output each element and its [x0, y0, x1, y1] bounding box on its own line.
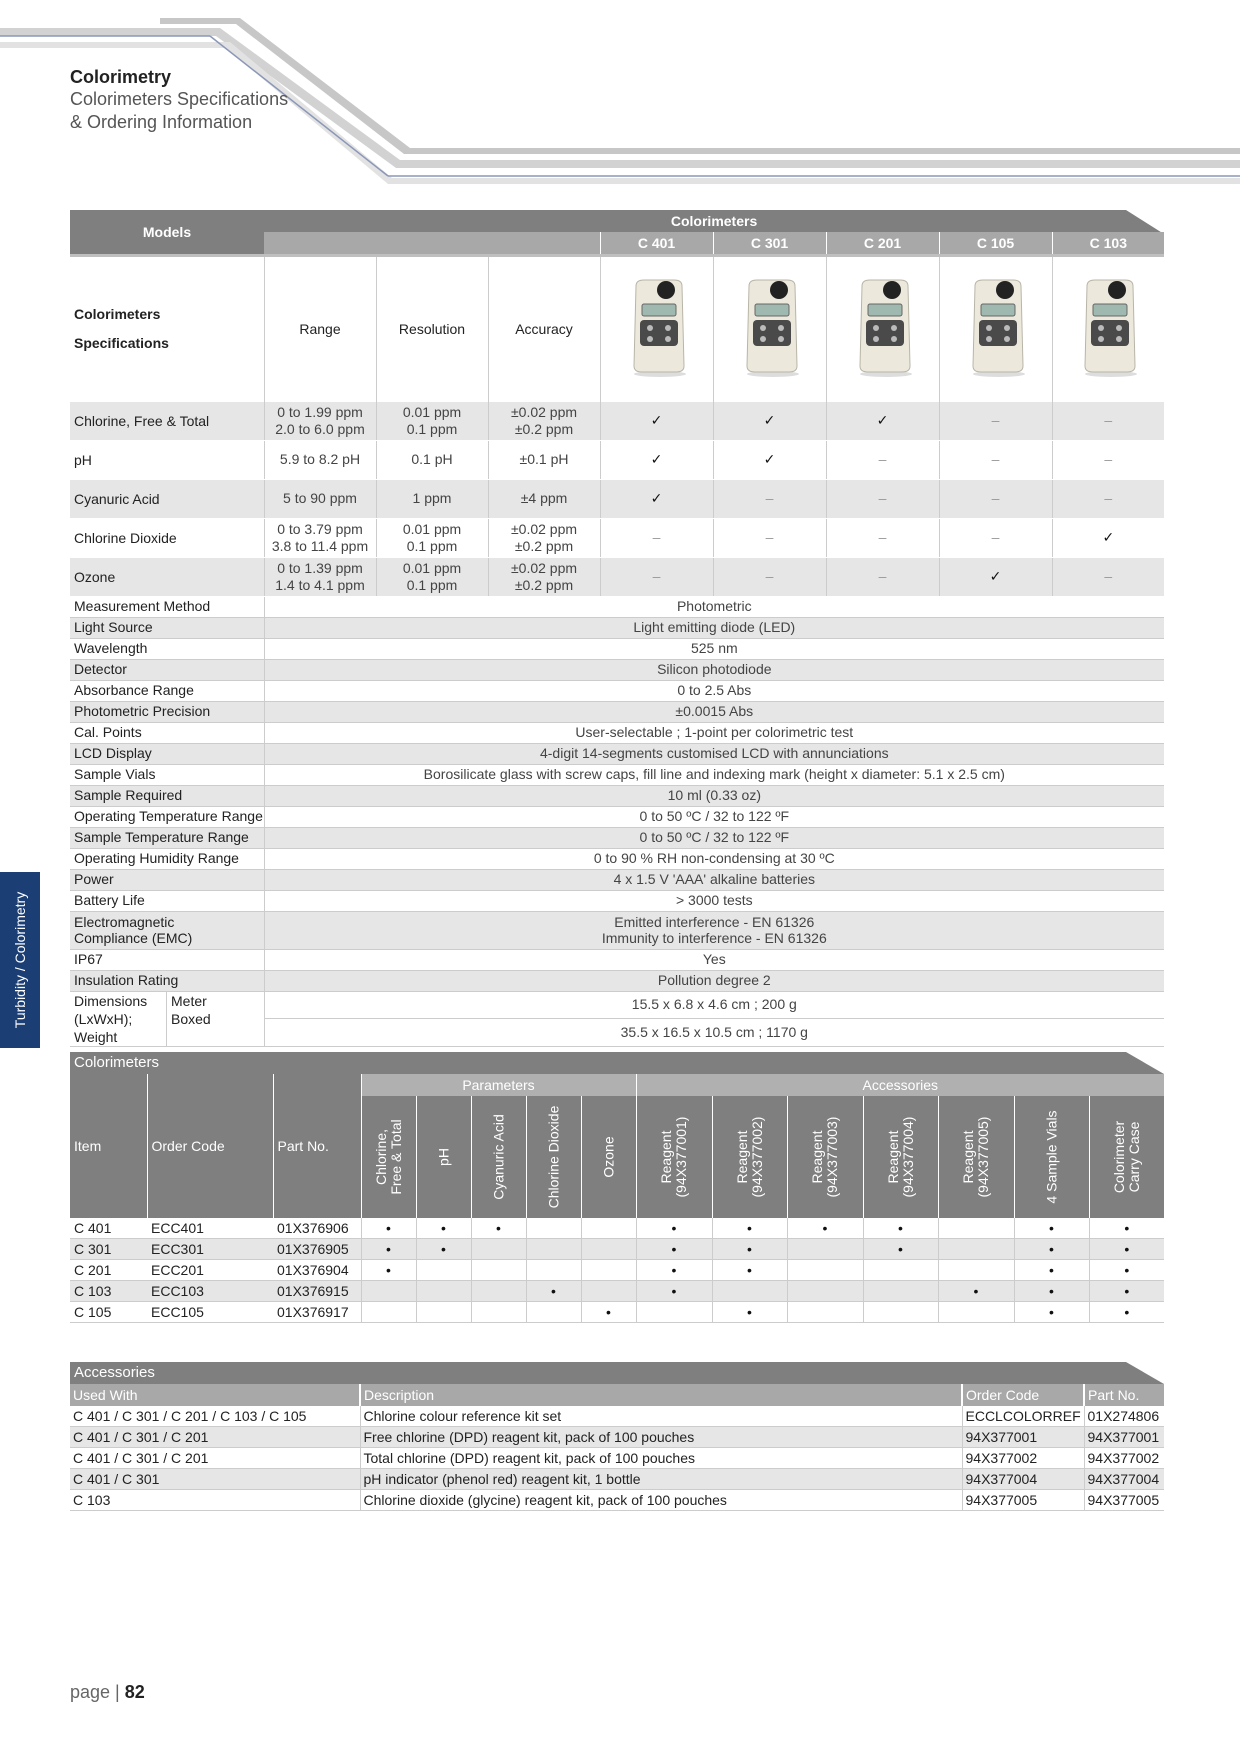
description-cell: Chlorine colour reference kit set	[360, 1406, 962, 1427]
spec-label: Sample Vials	[70, 764, 264, 785]
spec-row	[70, 869, 1164, 890]
model-availability-mark: –	[939, 479, 1052, 518]
item-header: Item	[70, 1074, 147, 1218]
inclusion-mark: •	[1014, 1260, 1089, 1281]
model-availability-mark: –	[600, 557, 713, 596]
part-no-cell: 94X377005	[1084, 1490, 1164, 1511]
inclusion-mark: •	[1014, 1281, 1089, 1302]
spec-value: 15.5 x 6.8 x 4.6 cm ; 200 g	[264, 991, 1164, 1019]
model-availability-mark: –	[939, 402, 1052, 441]
spec-value: 4 x 1.5 V 'AAA' alkaline batteries	[264, 869, 1164, 890]
spec-value: Pollution degree 2	[264, 970, 1164, 991]
inclusion-mark: •	[1089, 1281, 1164, 1302]
part-no-cell: 01X376905	[273, 1239, 361, 1260]
meter-image-c201	[826, 256, 939, 402]
spec-label: Power	[70, 869, 264, 890]
ordering-column-header: pH	[416, 1096, 471, 1218]
used-with-cell: C 401 / C 301 / C 201	[70, 1427, 360, 1448]
spec-value: User-selectable ; 1-point per colorimetric test	[264, 722, 1164, 743]
inclusion-mark: •	[361, 1260, 416, 1281]
parameter-range: 0 to 1.39 ppm 1.4 to 4.1 ppm	[264, 557, 376, 596]
used-with-header: Used With	[70, 1384, 360, 1406]
accessory-row	[70, 1427, 1164, 1448]
parameter-res: 0.01 ppm 0.1 ppm	[376, 518, 488, 557]
inclusion-mark: •	[636, 1260, 712, 1281]
ordering-column-header: Chlorine Dioxide	[526, 1096, 581, 1218]
inclusion-mark: •	[712, 1302, 787, 1323]
ordering-column-header: Ozone	[581, 1096, 636, 1218]
parameter-name: Chlorine, Free & Total	[70, 402, 264, 441]
spec-label: Cal. Points	[70, 722, 264, 743]
part-no-cell: 01X376917	[273, 1302, 361, 1323]
spec-value: > 3000 tests	[264, 890, 1164, 911]
spec-label: Sample Temperature Range	[70, 827, 264, 848]
spec-row	[70, 827, 1164, 848]
spec-label: Dimensions (LxWxH); Weight Meter Boxed	[70, 991, 264, 1046]
order-code-cell: 94X377002	[962, 1448, 1084, 1469]
part-no-header: Part No.	[273, 1074, 361, 1218]
parameter-name: Chlorine Dioxide	[70, 518, 264, 557]
range-header: Range	[264, 256, 376, 402]
item-cell: C 105	[70, 1302, 147, 1323]
spec-row	[70, 743, 1164, 764]
inclusion-mark: •	[1089, 1239, 1164, 1260]
spec-label: Electromagnetic Compliance (EMC)	[70, 911, 264, 949]
inclusion-mark	[787, 1239, 863, 1260]
model-header-c103: C 103	[1052, 232, 1164, 256]
description-header: Description	[360, 1384, 962, 1406]
ordering-row	[70, 1239, 1164, 1260]
part-no-cell: 94X377002	[1084, 1448, 1164, 1469]
parameters-header: Parameters	[361, 1074, 636, 1096]
spec-row-emc	[70, 911, 1164, 949]
parameter-row	[70, 440, 1164, 479]
parameter-name: Ozone	[70, 557, 264, 596]
ordering-column-header: Reagent (94X377001)	[636, 1096, 712, 1218]
spec-value: Light emitting diode (LED)	[264, 617, 1164, 638]
inclusion-mark: •	[1089, 1302, 1164, 1323]
model-availability-mark: –	[826, 479, 939, 518]
accessories-header: Accessories	[636, 1074, 1164, 1096]
accessories-tab-bar	[70, 1362, 1166, 1384]
model-header-c401: C 401	[600, 232, 713, 256]
spec-row	[70, 680, 1164, 701]
inclusion-mark: •	[712, 1260, 787, 1281]
inclusion-mark	[636, 1302, 712, 1323]
inclusion-mark: •	[1089, 1218, 1164, 1239]
spec-value: 0 to 2.5 Abs	[264, 680, 1164, 701]
model-availability-mark: –	[1052, 440, 1164, 479]
spec-label: Insulation Rating	[70, 970, 264, 991]
spec-value: 525 nm	[264, 638, 1164, 659]
spec-label: IP67	[70, 949, 264, 970]
order-code-cell: ECC201	[147, 1260, 273, 1281]
model-availability-mark: ✓	[1052, 518, 1164, 557]
ordering-column-header: Reagent (94X377003)	[787, 1096, 863, 1218]
spec-row	[70, 970, 1164, 991]
ordering-column-header: Colorimeter Carry Case	[1089, 1096, 1164, 1218]
spec-label: Absorbance Range	[70, 680, 264, 701]
part-no-cell: 01X376904	[273, 1260, 361, 1281]
ordering-column-header: Cyanuric Acid	[471, 1096, 526, 1218]
spec-label: Operating Humidity Range	[70, 848, 264, 869]
model-availability-mark: –	[1052, 402, 1164, 441]
spec-value: Silicon photodiode	[264, 659, 1164, 680]
spec-row	[70, 848, 1164, 869]
inclusion-mark	[526, 1260, 581, 1281]
part-no-cell: 94X377001	[1084, 1427, 1164, 1448]
model-availability-mark: –	[939, 440, 1052, 479]
inclusion-mark: •	[1014, 1302, 1089, 1323]
model-availability-mark: –	[713, 518, 826, 557]
accessory-row	[70, 1448, 1164, 1469]
inclusion-mark: •	[581, 1302, 636, 1323]
inclusion-mark	[863, 1281, 938, 1302]
inclusion-mark: •	[712, 1218, 787, 1239]
order-code-cell: 94X377005	[962, 1490, 1084, 1511]
ordering-column-header: Reagent (94X377002)	[712, 1096, 787, 1218]
inclusion-mark: •	[1014, 1239, 1089, 1260]
category-title: Colorimetry	[70, 67, 172, 87]
ordering-table	[70, 1074, 1164, 1323]
inclusion-mark: •	[636, 1218, 712, 1239]
model-availability-mark: ✓	[600, 402, 713, 441]
inclusion-mark	[938, 1218, 1014, 1239]
model-header-c105: C 105	[939, 232, 1052, 256]
order-code-cell: 94X377001	[962, 1427, 1084, 1448]
parameter-acc: ±0.02 ppm ±0.2 ppm	[488, 557, 600, 596]
spec-title: Colorimeters Specifications	[74, 306, 169, 352]
inclusion-mark	[787, 1281, 863, 1302]
parameter-name: pH	[70, 440, 264, 479]
inclusion-mark	[938, 1239, 1014, 1260]
inclusion-mark	[581, 1281, 636, 1302]
spec-row	[70, 722, 1164, 743]
spec-value: 10 ml (0.33 oz)	[264, 785, 1164, 806]
description-cell: Chlorine dioxide (glycine) reagent kit, pack of 100 pouches	[360, 1490, 962, 1511]
inclusion-mark: •	[416, 1239, 471, 1260]
inclusion-mark: •	[636, 1239, 712, 1260]
spec-label: Measurement Method	[70, 596, 264, 617]
model-header-c201: C 201	[826, 232, 939, 256]
accessory-row	[70, 1490, 1164, 1511]
item-cell: C 103	[70, 1281, 147, 1302]
description-cell: Total chlorine (DPD) reagent kit, pack of 100 pouches	[360, 1448, 962, 1469]
spec-value: 0 to 90 % RH non-condensing at 30 ºC	[264, 848, 1164, 869]
inclusion-mark: •	[863, 1218, 938, 1239]
parameter-range: 5.9 to 8.2 pH	[264, 440, 376, 479]
ordering-column-header: Chlorine, Free & Total	[361, 1096, 416, 1218]
acc-part-no-header: Part No.	[1084, 1384, 1164, 1406]
inclusion-mark: •	[361, 1218, 416, 1239]
spec-label: Operating Temperature Range	[70, 806, 264, 827]
ordering-column-header: 4 Sample Vials	[1014, 1096, 1089, 1218]
parameter-row	[70, 518, 1164, 557]
parameter-range: 5 to 90 ppm	[264, 479, 376, 518]
model-availability-mark: –	[600, 518, 713, 557]
inclusion-mark: •	[1089, 1260, 1164, 1281]
item-cell: C 301	[70, 1239, 147, 1260]
parameter-name: Cyanuric Acid	[70, 479, 264, 518]
resolution-header: Resolution	[376, 256, 488, 402]
inclusion-mark: •	[471, 1218, 526, 1239]
meter-image-c105	[939, 256, 1052, 402]
parameter-range: 0 to 1.99 ppm 2.0 to 6.0 ppm	[264, 402, 376, 441]
order-code-cell: ECC103	[147, 1281, 273, 1302]
accuracy-header: Accuracy	[488, 256, 600, 402]
part-no-cell: 01X376915	[273, 1281, 361, 1302]
inclusion-mark	[938, 1260, 1014, 1281]
ordering-row	[70, 1281, 1164, 1302]
description-cell: pH indicator (phenol red) reagent kit, 1 bottle	[360, 1469, 962, 1490]
part-no-cell: 94X377004	[1084, 1469, 1164, 1490]
spec-value: ±0.0015 Abs	[264, 701, 1164, 722]
inclusion-mark: •	[863, 1239, 938, 1260]
model-availability-mark: ✓	[713, 440, 826, 479]
inclusion-mark: •	[712, 1239, 787, 1260]
spec-row	[70, 596, 1164, 617]
order-code-cell: ECC105	[147, 1302, 273, 1323]
order-code-cell: ECC301	[147, 1239, 273, 1260]
model-availability-mark: ✓	[939, 557, 1052, 596]
ordering-tab-bar	[70, 1052, 1166, 1074]
colorimeters-group-header: Colorimeters	[670, 213, 758, 229]
inclusion-mark	[787, 1302, 863, 1323]
inclusion-mark	[526, 1302, 581, 1323]
page-number: page | 82	[70, 1682, 145, 1702]
used-with-cell: C 103	[70, 1490, 360, 1511]
model-availability-mark: ✓	[713, 402, 826, 441]
parameter-acc: ±0.02 ppm ±0.2 ppm	[488, 402, 600, 441]
parameter-res: 0.01 ppm 0.1 ppm	[376, 557, 488, 596]
spec-value: 0 to 50 ºC / 32 to 122 ºF	[264, 806, 1164, 827]
part-no-cell: 01X376906	[273, 1218, 361, 1239]
inclusion-mark	[416, 1281, 471, 1302]
model-availability-mark: ✓	[826, 402, 939, 441]
parameter-row	[70, 557, 1164, 596]
spec-value: Emitted interference - EN 61326 Immunity to interference - EN 61326	[264, 911, 1164, 949]
inclusion-mark	[361, 1281, 416, 1302]
specifications-table	[70, 210, 1164, 1047]
inclusion-mark	[581, 1218, 636, 1239]
subtitle-line-1: Colorimeters Specifications	[70, 89, 289, 109]
spec-row	[70, 617, 1164, 638]
parameter-acc: ±0.1 pH	[488, 440, 600, 479]
spec-label: Photometric Precision	[70, 701, 264, 722]
description-cell: Free chlorine (DPD) reagent kit, pack of 100 pouches	[360, 1427, 962, 1448]
inclusion-mark	[471, 1260, 526, 1281]
accessory-row	[70, 1406, 1164, 1427]
spec-row	[70, 785, 1164, 806]
model-availability-mark: –	[939, 518, 1052, 557]
model-header-c301: C 301	[713, 232, 826, 256]
inclusion-mark	[863, 1260, 938, 1281]
model-availability-mark: –	[713, 479, 826, 518]
order-code-cell: ECC401	[147, 1218, 273, 1239]
inclusion-mark	[938, 1302, 1014, 1323]
accessories-title: Accessories	[74, 1364, 155, 1381]
spec-row	[70, 806, 1164, 827]
ordering-row	[70, 1218, 1164, 1239]
spec-label: Light Source	[70, 617, 264, 638]
inclusion-mark: •	[1014, 1218, 1089, 1239]
model-availability-mark: ✓	[600, 479, 713, 518]
ordering-row	[70, 1260, 1164, 1281]
order-code-cell: 94X377004	[962, 1469, 1084, 1490]
spec-label: LCD Display	[70, 743, 264, 764]
parameter-acc: ±0.02 ppm ±0.2 ppm	[488, 518, 600, 557]
side-tab[interactable]	[0, 872, 40, 1048]
model-availability-mark: –	[713, 557, 826, 596]
used-with-cell: C 401 / C 301	[70, 1469, 360, 1490]
spec-value: 35.5 x 16.5 x 10.5 cm ; 1170 g	[264, 1019, 1164, 1047]
model-availability-mark: –	[826, 518, 939, 557]
spec-row	[70, 701, 1164, 722]
ordering-row	[70, 1302, 1164, 1323]
side-tab-label: Turbidity / Colorimetry	[12, 891, 28, 1029]
inclusion-mark	[361, 1302, 416, 1323]
accessories-table	[70, 1384, 1164, 1511]
spec-row	[70, 659, 1164, 680]
inclusion-mark	[581, 1239, 636, 1260]
meter-image-c401	[600, 256, 713, 402]
parameter-res: 0.1 pH	[376, 440, 488, 479]
inclusion-mark	[712, 1281, 787, 1302]
inclusion-mark	[581, 1260, 636, 1281]
parameter-row	[70, 402, 1164, 441]
spec-row	[70, 890, 1164, 911]
model-availability-mark: ✓	[600, 440, 713, 479]
used-with-cell: C 401 / C 301 / C 201 / C 103 / C 105	[70, 1406, 360, 1427]
parameter-res: 0.01 ppm 0.1 ppm	[376, 402, 488, 441]
order-code-cell: ECCLCOLORREF	[962, 1406, 1084, 1427]
spec-value: Yes	[264, 949, 1164, 970]
item-cell: C 401	[70, 1218, 147, 1239]
meter-image-c103	[1052, 256, 1164, 402]
models-header: Models	[70, 210, 264, 256]
spec-value: 4-digit 14-segments customised LCD with annunciations	[264, 743, 1164, 764]
inclusion-mark	[416, 1302, 471, 1323]
spec-label: Battery Life	[70, 890, 264, 911]
meter-image-c301	[713, 256, 826, 402]
spec-label: Sample Required	[70, 785, 264, 806]
inclusion-mark: •	[416, 1218, 471, 1239]
spec-value: Photometric	[264, 596, 1164, 617]
spec-value: Borosilicate glass with screw caps, fill line and indexing mark (height x diameter: 5.1 x 2.5 cm)	[264, 764, 1164, 785]
inclusion-mark	[863, 1302, 938, 1323]
inclusion-mark	[471, 1281, 526, 1302]
inclusion-mark	[471, 1302, 526, 1323]
spec-row	[70, 764, 1164, 785]
used-with-cell: C 401 / C 301 / C 201	[70, 1448, 360, 1469]
spec-label: Wavelength	[70, 638, 264, 659]
inclusion-mark	[471, 1239, 526, 1260]
inclusion-mark: •	[938, 1281, 1014, 1302]
inclusion-mark	[526, 1218, 581, 1239]
item-cell: C 201	[70, 1260, 147, 1281]
spec-value: 0 to 50 ºC / 32 to 122 ºF	[264, 827, 1164, 848]
subtitle-line-2: & Ordering Information	[70, 112, 253, 132]
inclusion-mark: •	[526, 1281, 581, 1302]
parameter-range: 0 to 3.79 ppm 3.8 to 11.4 ppm	[264, 518, 376, 557]
model-availability-mark: –	[826, 440, 939, 479]
spec-row	[70, 949, 1164, 970]
parameter-acc: ±4 ppm	[488, 479, 600, 518]
inclusion-mark: •	[636, 1281, 712, 1302]
inclusion-mark: •	[787, 1218, 863, 1239]
spec-label: Detector	[70, 659, 264, 680]
model-availability-mark: –	[826, 557, 939, 596]
inclusion-mark	[526, 1239, 581, 1260]
inclusion-mark: •	[361, 1239, 416, 1260]
part-no-cell: 01X274806	[1084, 1406, 1164, 1427]
acc-order-code-header: Order Code	[962, 1384, 1084, 1406]
parameter-row	[70, 479, 1164, 518]
inclusion-mark	[416, 1260, 471, 1281]
spec-row-dimensions	[70, 991, 1164, 1019]
ordering-title: Colorimeters	[74, 1054, 160, 1071]
inclusion-mark	[787, 1260, 863, 1281]
order-code-header: Order Code	[147, 1074, 273, 1218]
ordering-column-header: Reagent (94X377005)	[938, 1096, 1014, 1218]
accessory-row	[70, 1469, 1164, 1490]
parameter-res: 1 ppm	[376, 479, 488, 518]
model-availability-mark: –	[1052, 479, 1164, 518]
ordering-column-header: Reagent (94X377004)	[863, 1096, 938, 1218]
spec-row	[70, 638, 1164, 659]
page-header	[70, 66, 288, 134]
model-availability-mark: –	[1052, 557, 1164, 596]
